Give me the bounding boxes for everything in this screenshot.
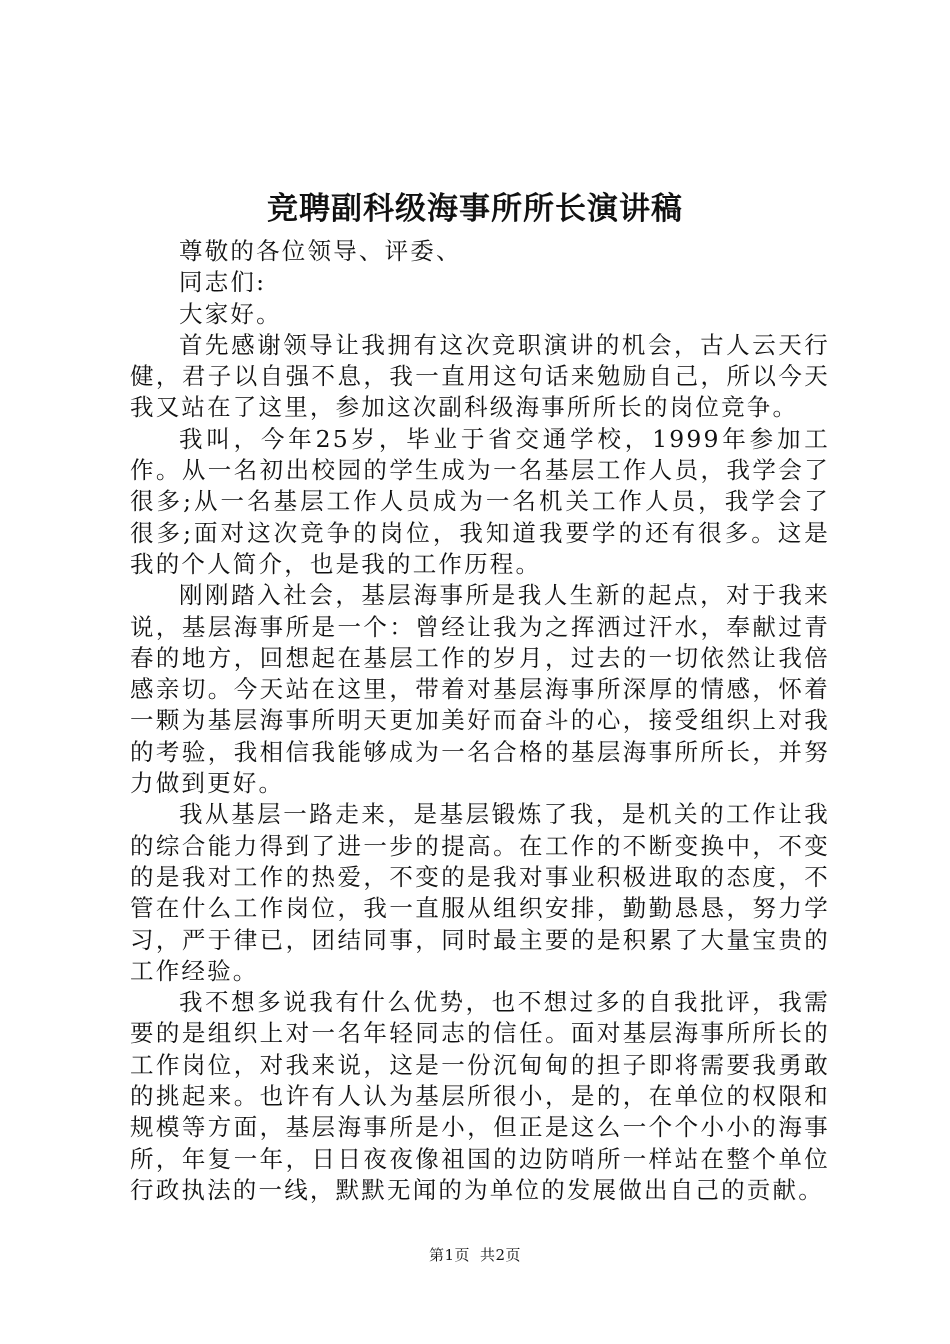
document-body — [130, 236, 830, 1206]
salutation-line-1: 尊敬的各位领导、评委、 — [179, 237, 462, 265]
paragraph-experience: 我从基层一路走来，是基层锻炼了我，是机关的工作让我的综合能力得到了进一步的提高。在工作的不断变换中，不变的是我对工作的热爱，不变的是我对事业积极进取的态度，不管在什么工作岗位，我一直服从组织安排，勤勤恳恳，努力学习，严于律已，团结同事，同时最主要的是积累了大量宝贵的工作经验。 — [130, 800, 830, 985]
salutation-line-2: 同志们: — [179, 268, 267, 297]
paragraph-grassroots: 刚刚踏入社会，基层海事所是我人生新的起点，对于我来说，基层海事所是一个：曾经让我为之挥洒过汗水，奉献过青春的地方，回想起在基层工作的岁月，过去的一切依然让我倍感亲切。今天站在这里，带着对基层海事所深厚的情感，怀着一颗为基层海事所明天更加美好而奋斗的心，接受组织上对我的考验，我相信我能够成为一名合格的基层海事所所长，并努力做到更好。 — [130, 581, 830, 798]
page-footer — [0, 1244, 950, 1266]
paragraph-commitment: 我不想多说我有什么优势，也不想过多的自我批评，我需要的是组织上对一名年轻同志的信任。面对基层海事所所长的工作岗位，对我来说，这是一份沉甸甸的担子即将需要我勇敢的挑起来。也许有人认为基层所很小，是的，在单位的权限和规模等方面，基层海事所是小，但正是这么一个个小小的海事所，年复一年，日日夜夜像祖国的边防哨所一样站在整个单位行政执法的一线，默默无闻的为单位的发展做出自己的贡献。 — [130, 988, 830, 1204]
page-total: 共2页 — [480, 1246, 522, 1264]
page-number: 第1页 — [428, 1246, 470, 1264]
document-title: 竞聘副科级海事所所长演讲稿 — [267, 191, 683, 227]
paragraph-intro: 首先感谢领导让我拥有这次竞职演讲的机会，古人云天行健，君子以自强不息，我一直用这句话来勉励自己，所以今天我又站在了这里，参加这次副科级海事所所长的岗位竞争。 — [130, 330, 830, 422]
greeting-line: 大家好。 — [179, 299, 282, 328]
paragraph-profile: 我叫，今年25岁，毕业于省交通学校，1999年参加工作。从一名初出校园的学生成为一名基层工作人员，我学会了很多;从一名基层工作人员成为一名机关工作人员，我学会了很多;面对这次竞争的岗位，我知道我要学的还有很多。这是我的个人简介，也是我的工作历程。 — [130, 424, 830, 578]
